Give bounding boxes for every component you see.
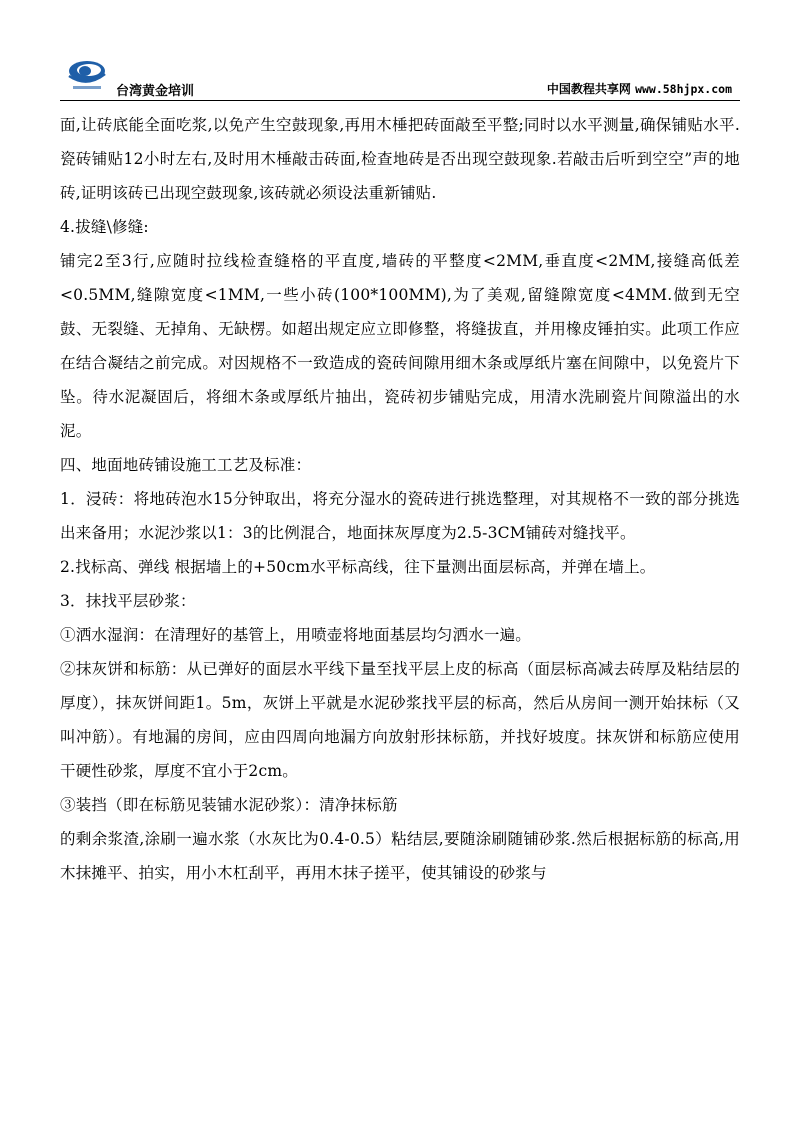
site-url: www.58hjpx.com bbox=[635, 82, 732, 96]
heading-leveling-mortar: 3．抹找平层砂浆： bbox=[60, 592, 196, 610]
header-divider bbox=[60, 100, 740, 101]
site-label bbox=[547, 80, 732, 97]
paragraph-seam-check: 铺完2至3行,应随时拉线检查缝格的平直度,墙砖的平整度<2MM,垂直度<2MM,接缝高低差<0.5MM,缝隙宽度<1MM,一些小砖(100*100MM),为了美观,留缝隙宽度<4MM.做到无空鼓、无裂缝、无掉角、无缺楞。如超出规定应立即修整，将缝拔直，并用橡皮锤拍实。此项工作应在结合凝结之前完成。对因规格不一致造成的瓷砖间隙用细木条或厚纸片塞在间隙中，以免瓷片下坠。待水泥凝固后，将细木条或厚纸片抽出，瓷砖初步铺贴完成，用清水洗刷瓷片间隙溢出的水泥。 bbox=[60, 252, 740, 440]
paragraph-water-wetting: ①洒水湿润：在清理好的基管上，用喷壶将地面基层均匀洒水一遍。 bbox=[60, 626, 532, 644]
paragraph-fill-mortar: ③装挡（即在标筋见装铺水泥砂浆）：清净抹标筋 bbox=[60, 796, 398, 814]
paragraph-plaster-cakes: ②抹灰饼和标筋：从已弹好的面层水平线下量至找平层上皮的标高（面层标高减去砖厚及粘结层的厚度），抹灰饼间距1。5m，灰饼上平就是水泥砂浆找平层的标高，然后从房间一测开始抹标（又叫冲筋）。有地漏的房间，应由四周向地漏方向放射形抹标筋，并找好坡度。抹灰饼和标筋应使用干硬性砂浆，厚度不宜小于2cm。 bbox=[60, 660, 740, 780]
company-logo-icon bbox=[65, 58, 109, 92]
site-name: 中国教程共享网 bbox=[546, 82, 631, 96]
paragraph-residual-slurry: 的剩余浆渣,涂刷一遍水浆（水灰比为0.4-0.5）粘结层,要随涂刷随铺砂浆.然后根据标筋的标高,用木抹摊平、拍实，用小木杠刮平，再用木抹子搓平，使其铺设的砂浆与 bbox=[60, 830, 740, 882]
paragraph-elevation: 2.找标高、弹线 根据墙上的+50cm水平标高线，往下量测出面层标高，并弹在墙上。 bbox=[60, 558, 656, 576]
paragraph-soak-tiles: 1．浸砖：将地砖泡水15分钟取出，将充分湿水的瓷砖进行挑选整理，对其规格不一致的部分挑选出来备用；水泥沙浆以1：3的比例混合，地面抹灰厚度为2.5-3CM铺砖对缝找平。 bbox=[60, 490, 740, 542]
brand-name: 台湾黄金培训 bbox=[116, 84, 195, 99]
page-header bbox=[60, 58, 740, 104]
section-heading-floor-tiles: 四、地面地砖铺设施工工艺及标准： bbox=[60, 456, 312, 474]
paragraph-1: 面,让砖底能全面吃浆,以免产生空鼓现象,再用木棰把砖面敲至平整;同时以水平测量,确保铺贴水平.瓷砖铺贴12小时左右,及时用木棰敲击砖面,检查地砖是否出现空鼓现象.若敲击后听到空空”声的地砖,证明该砖已出现空鼓现象,该砖就必须设法重新铺贴. bbox=[60, 116, 740, 202]
document-body bbox=[60, 108, 740, 890]
heading-seam-repair: 4.拔缝\修缝: bbox=[60, 218, 149, 236]
